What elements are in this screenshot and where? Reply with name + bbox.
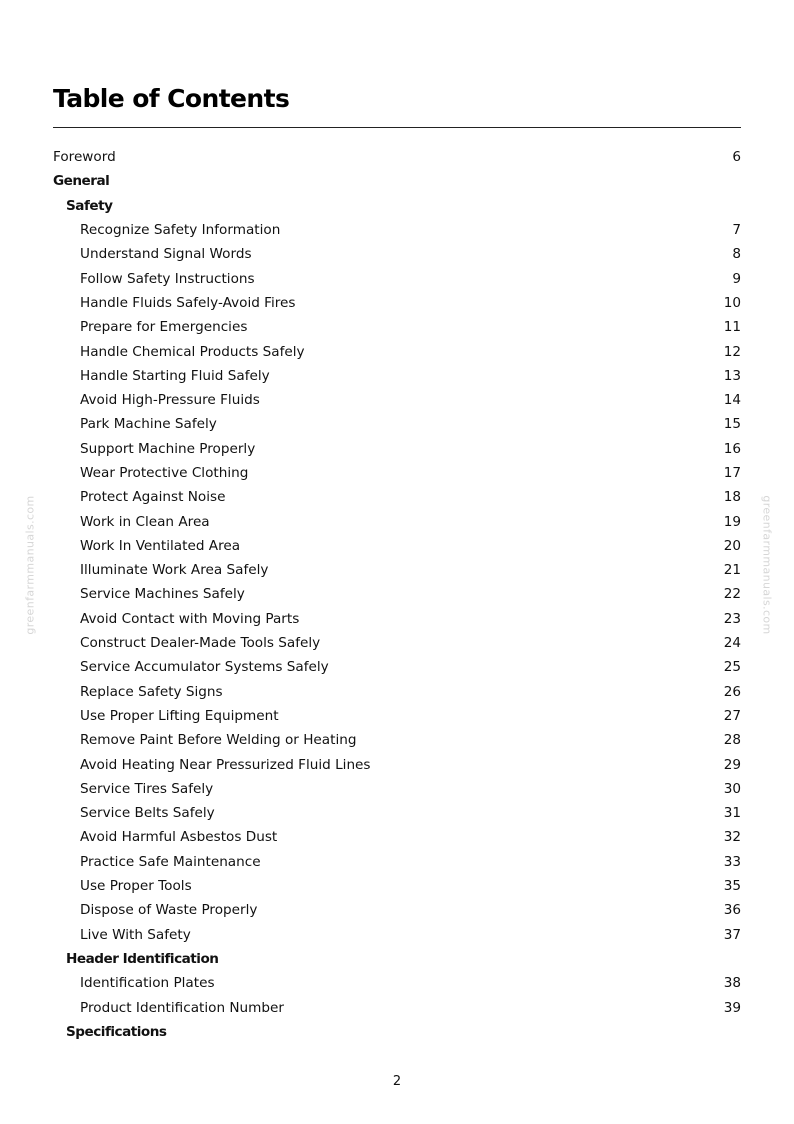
toc-entry-page: 18 [723,489,741,506]
toc-entry-page: 28 [723,732,741,749]
toc-entry-label: Remove Paint Before Welding or Heating [80,732,357,749]
toc-entry-page: 19 [723,513,741,530]
toc-entry[interactable] [53,680,741,704]
toc-entry-label: Service Tires Safely [80,780,214,797]
toc-entry-label: Park Machine Safely [80,416,217,433]
toc-entry-label: Handle Chemical Products Safely [80,343,305,360]
toc-entry-label: Practice Safe Maintenance [80,853,261,870]
toc-entry-page: 26 [723,683,741,700]
toc-entry[interactable] [53,971,741,995]
toc-entry[interactable] [53,631,741,655]
toc-entry-label: Service Belts Safely [80,805,215,822]
toc-entry[interactable] [53,218,741,242]
toc-entry-page: 6 [732,149,741,166]
toc-list [53,145,741,1044]
toc-entry-label: Header Identification [66,950,219,967]
toc-entry-label: Avoid Harmful Asbestos Dust [80,829,278,846]
toc-entry-page: 25 [723,659,741,676]
toc-entry[interactable] [53,704,741,728]
page-number: 2 [392,1074,402,1089]
toc-section-heading [53,169,741,193]
toc-entry-page: 15 [723,416,741,433]
toc-entry-label: Dispose of Waste Properly [80,902,258,919]
toc-entry-page: 31 [723,805,741,822]
toc-section-heading [53,947,741,971]
toc-entry-page: 11 [723,319,741,336]
toc-entry[interactable] [53,437,741,461]
toc-entry[interactable] [53,509,741,533]
toc-entry-page: 39 [723,999,741,1016]
toc-section-heading [53,1020,741,1044]
toc-entry-page: 30 [723,780,741,797]
toc-entry-page: 7 [732,222,741,239]
toc-entry[interactable] [53,607,741,631]
toc-entry-page: 37 [723,926,741,943]
watermark-left-text: greenfarmmanuals.com [23,495,37,635]
toc-entry-label: Prepare for Emergencies [80,319,248,336]
toc-entry[interactable] [53,728,741,752]
toc-entry[interactable] [53,582,741,606]
toc-entry-page: 20 [723,537,741,554]
toc-entry-page: 38 [723,975,741,992]
toc-entry[interactable] [53,412,741,436]
toc-entry-label: Product Identification Number [80,999,284,1016]
toc-entry-page: 24 [723,635,741,652]
toc-entry[interactable] [53,364,741,388]
toc-entry-page: 36 [723,902,741,919]
toc-entry[interactable] [53,655,741,679]
toc-entry-label: General [53,173,110,190]
toc-entry-page: 16 [723,440,741,457]
toc-entry-page: 21 [723,562,741,579]
toc-entry-label: Construct Dealer-Made Tools Safely [80,635,321,652]
toc-entry-label: Handle Fluids Safely-Avoid Fires [80,294,296,311]
toc-entry-label: Wear Protective Clothing [80,465,249,481]
toc-entry-label: Specifications [66,1023,167,1040]
toc-entry-page: 23 [723,610,741,627]
toc-entry-label: Illuminate Work Area Safely [80,562,269,579]
toc-entry-label: Avoid High-Pressure Fluids [80,392,260,409]
page-title: Table of Contents [53,84,290,113]
toc-entry[interactable] [53,291,741,315]
toc-entry-page: 29 [723,756,741,773]
watermark-right-text: greenfarmmanuals.com [760,495,774,635]
toc-entry-label: Understand Signal Words [80,246,252,263]
toc-entry[interactable] [53,874,741,898]
toc-entry-label: Foreword [53,149,116,166]
toc-entry-page: 9 [732,270,741,287]
toc-entry[interactable] [53,801,741,825]
toc-entry[interactable] [53,242,741,266]
toc-entry[interactable] [53,266,741,290]
toc-entry-label: Use Proper Tools [80,878,192,895]
toc-entry[interactable] [53,825,741,849]
toc-entry[interactable] [53,339,741,363]
toc-entry-label: Avoid Heating Near Pressurized Fluid Lines [80,756,371,773]
toc-entry[interactable] [53,558,741,582]
toc-entry-page: 10 [723,294,741,311]
toc-entry[interactable] [53,898,741,922]
toc-entry[interactable] [53,461,741,485]
toc-entry[interactable] [53,388,741,412]
toc-entry-label: Follow Safety Instructions [80,270,255,287]
toc-entry-page: 32 [723,829,741,846]
toc-entry-page: 22 [723,586,741,603]
toc-entry[interactable] [53,315,741,339]
toc-entry-label: Live With Safety [80,926,191,943]
toc-section-heading [53,194,741,218]
toc-entry-label: Work in Clean Area [80,513,210,530]
toc-entry-label: Recognize Safety Information [80,222,281,239]
title-divider [53,127,741,128]
toc-entry-label: Safety [66,197,113,214]
toc-entry-page: 14 [723,392,741,409]
toc-entry-label: Service Machines Safely [80,586,245,603]
toc-entry-label: Service Accumulator Systems Safely [80,659,329,676]
toc-entry-label: Replace Safety Signs [80,683,223,700]
toc-entry[interactable] [53,923,741,947]
toc-entry-page: 13 [723,367,741,384]
toc-entry[interactable] [53,534,741,558]
toc-entry-page: 27 [723,707,741,724]
toc-entry-label: Identification Plates [80,975,215,992]
toc-entry-label: Avoid Contact with Moving Parts [80,610,300,627]
toc-entry-page: 35 [723,878,741,895]
toc-entry-label: Protect Against Noise [80,489,226,506]
toc-entry-label: Work In Ventilated Area [80,537,241,554]
toc-entry-page: 17 [723,465,741,481]
toc-entry[interactable] [53,485,741,509]
toc-entry[interactable] [53,752,741,776]
toc-entry[interactable] [53,850,741,874]
toc-entry-label: Support Machine Properly [80,440,256,457]
toc-entry-page: 12 [723,343,741,360]
toc-entry-label: Use Proper Lifting Equipment [80,707,279,724]
toc-entry-page: 33 [723,853,741,870]
toc-entry-label: Handle Starting Fluid Safely [80,367,270,384]
toc-entry-page: 8 [732,246,741,263]
toc-entry[interactable] [53,995,741,1019]
toc-entry[interactable] [53,777,741,801]
toc-entry[interactable] [53,145,741,169]
